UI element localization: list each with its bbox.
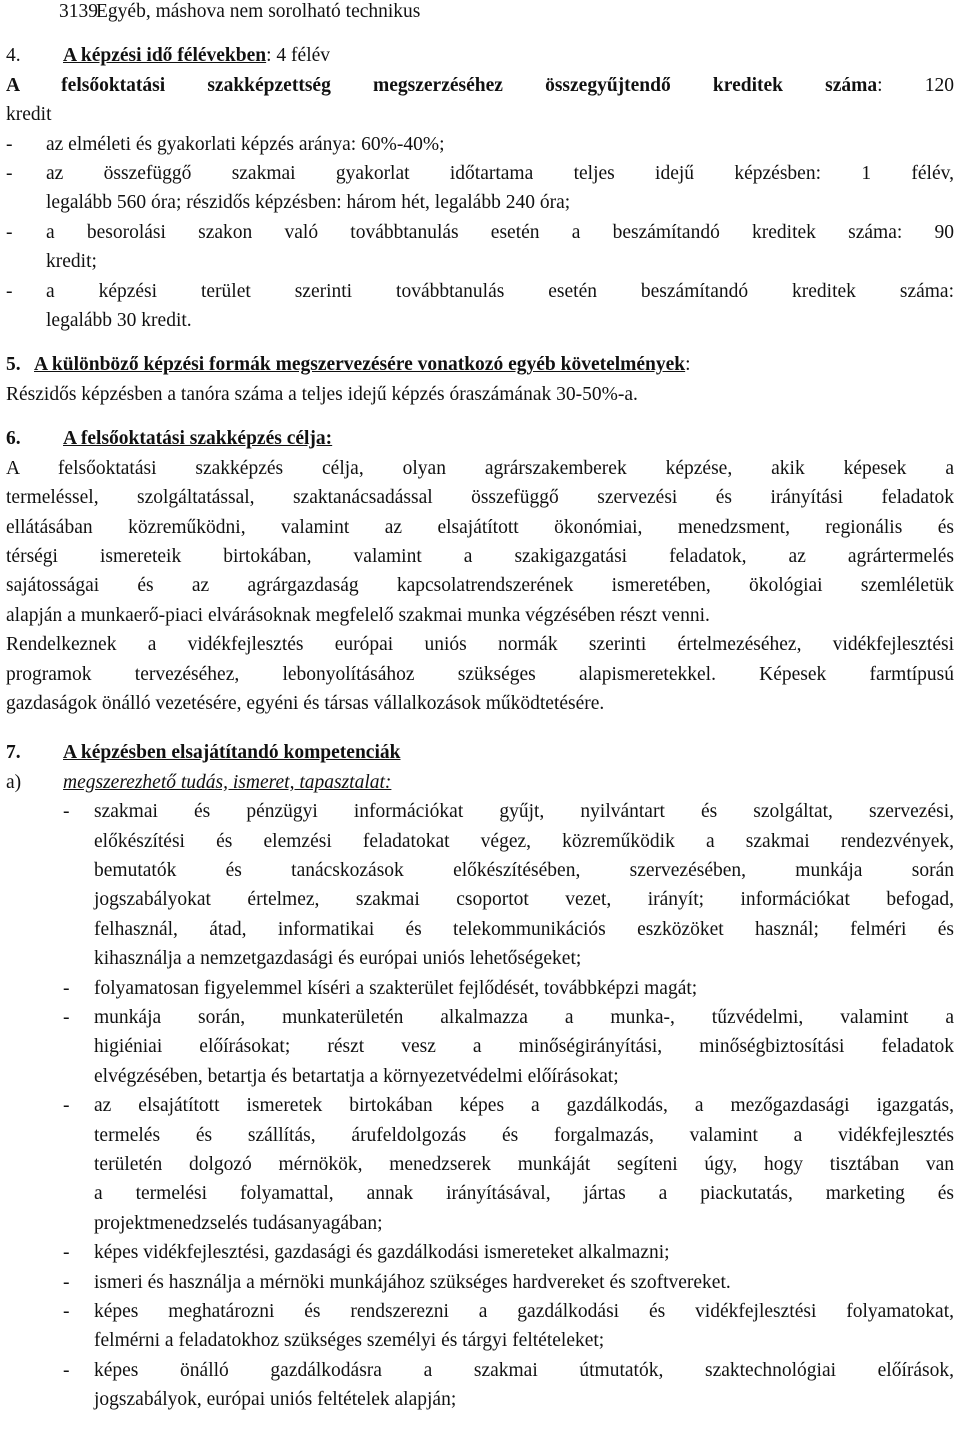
- section-7-heading: [6, 738, 954, 767]
- dash-marker: -: [63, 1301, 70, 1323]
- list-item: [6, 159, 954, 218]
- dash-marker: -: [63, 1359, 70, 1381]
- dash-marker: -: [6, 280, 13, 302]
- list-item-text: jogszabályok, európai uniós feltételek alapján;: [94, 1389, 457, 1411]
- section-title: A képzésben elsajátítandó kompetenciák: [63, 742, 401, 764]
- list-item-text: a képzési terület szerinti továbbtanulás esetén beszámítandó kreditek száma:: [46, 280, 954, 302]
- dash-marker: -: [63, 1007, 70, 1028]
- list-item-text: legalább 560 óra; részidős képzésben: három hét, legalább 240 óra;: [46, 192, 571, 214]
- list-item-text: a termelési folyamattal, annak irányításával, jártas a piackutatás, marketing és: [94, 1183, 954, 1205]
- paragraph-line: sajátosságai és az agrárgazdaság kapcsolatrendszerének ismeretében, ökológiai szemléletük: [6, 575, 954, 597]
- section-number: 4.: [6, 45, 21, 67]
- section-title: A felsőoktatási szakképzés célja:: [63, 428, 333, 450]
- list-item-text: képes meghatározni és rendszerezni a gazdálkodási és vidékfejlesztési folyamatokat,: [94, 1301, 954, 1323]
- list-item: [6, 1003, 954, 1091]
- dash-marker: -: [63, 1095, 70, 1117]
- paragraph-line: Rendelkeznek a vidékfejlesztés európai uniós normák szerinti értelmezéséhez, vidékfejlesztési: [6, 634, 954, 656]
- paragraph-line: gazdaságok önálló vezetésére, egyéni és társas vállalkozások működtetésére.: [6, 692, 605, 714]
- section-number: 7.: [6, 742, 21, 764]
- credits-line: [6, 71, 954, 100]
- list-item-text: képes önálló gazdálkodásra a szakmai útmutatók, szaktechnológiai előírások,: [94, 1359, 954, 1381]
- dash-marker: -: [6, 133, 13, 155]
- subsection-label: a): [6, 771, 22, 793]
- section-number: 6.: [6, 428, 21, 450]
- section-number: 5.: [6, 354, 21, 376]
- dash-marker: -: [63, 977, 70, 999]
- list-item-text: az elméleti és gyakorlati képzés aránya: 60%-40%;: [46, 133, 445, 155]
- list-item: [6, 218, 954, 277]
- document-page: [6, 0, 954, 1415]
- list-item-text: az elsajátított ismeretek birtokában képes a gazdálkodás, a mezőgazdasági igazgatás,: [94, 1095, 954, 1117]
- list-item: [6, 797, 954, 973]
- paragraph-line: alapján a munkaerő-piaci elvárásoknak megfelelő szakmai munka végzésében részt venni.: [6, 604, 710, 626]
- list-item: [6, 277, 954, 336]
- subsection-title: megszerezhető tudás, ismeret, tapasztalat:: [63, 771, 392, 793]
- section-4-heading: [6, 41, 954, 70]
- section-title-rest: :: [685, 354, 691, 376]
- list-item-text: felmérni a feladatokhoz szükséges személyi és tárgyi feltételeket;: [94, 1330, 605, 1352]
- list-item-text: folyamatosan figyelemmel kíséri a szakterület fejlődését, továbbképzi magát;: [94, 977, 698, 999]
- list-item-text: szakmai és pénzügyi információkat gyűjt, nyilvántart és szolgáltat, szervezési,: [94, 801, 954, 823]
- list-item-text: higiéniai előírásokat; részt vesz a minőségirányítási, minőségbiztosítási feladatok: [94, 1036, 954, 1058]
- list-item-text: kredit;: [46, 251, 97, 273]
- list-item: [6, 1238, 954, 1267]
- list-item: [6, 1268, 954, 1297]
- paragraph-line: A felsőoktatási szakképzés célja, olyan agrárszakemberek képzése, akik képesek a: [6, 457, 954, 479]
- paragraph-line: térségi ismereteik birtokában, valamint a szakigazgatási feladatok, az agrártermelés: [6, 545, 954, 567]
- dash-marker: -: [6, 221, 13, 243]
- dash-marker: -: [63, 1242, 70, 1264]
- list-item: [6, 1356, 954, 1415]
- credits-value: : 120: [877, 74, 954, 96]
- subsection-heading: [6, 768, 954, 797]
- list-item-text: felhasznál, átad, informatikai és telekommunikációs eszközöket használ; felméri és: [94, 918, 954, 940]
- list-item-text: termelés és szállítás, árufeldolgozás és forgalmazás, valamint a vidékfejlesztés: [94, 1124, 954, 1146]
- section-5-heading: [6, 350, 954, 379]
- spacer: [6, 26, 954, 41]
- occupation-line: [6, 0, 954, 26]
- section-5-text: Részidős képzésben a tanóra száma a teljes idejű képzés óraszámának 30-50%-a.: [6, 383, 638, 405]
- spacer: [6, 409, 954, 424]
- list-item: [6, 974, 954, 1003]
- list-item-text: kihasználja a nemzetgazdasági és európai uniós lehetőségeket;: [94, 948, 582, 970]
- spacer: [6, 335, 954, 350]
- dash-marker: -: [63, 1271, 70, 1293]
- section-title-rest: : 4 félév: [266, 45, 331, 67]
- paragraph-line: ellátásában közreműködni, valamint az elsajátított ökonómiai, menedzsment, regionális és: [6, 516, 954, 538]
- list-item-text: előkészítési és elemzési feladatokat végez, közreműködik a szakmai rendezvények,: [94, 830, 954, 852]
- list-item-text: bemutatók és tanácskozások előkészítésében, szervezésében, munkája során: [94, 859, 954, 881]
- section-title: A különböző képzési formák megszervezésére vonatkozó egyéb követelmények: [34, 354, 686, 376]
- dash-marker: -: [6, 163, 13, 185]
- list-item-text: az összefüggő szakmai gyakorlat időtartama teljes idejű képzésben: 1 félév,: [46, 163, 954, 185]
- list-item-text: képes vidékfejlesztési, gazdasági és gazdálkodási ismereteket alkalmazni;: [94, 1242, 670, 1264]
- spacer: [6, 718, 954, 738]
- occupation-name: Egyéb, máshova nem sorolható technikus: [96, 1, 421, 22]
- list-item: [6, 130, 954, 159]
- credits-title: A felsőoktatási szakképzettség megszerzéséhez összegyűjtendő kreditek száma: [6, 74, 878, 96]
- list-item: [6, 1297, 954, 1356]
- section-6-body: [6, 454, 954, 719]
- credits-unit: kredit: [6, 104, 52, 126]
- list-item-text: elvégzésében, betartja és betartatja a környezetvédelmi előírásokat;: [94, 1065, 619, 1087]
- paragraph-line: programok tervezéséhez, lebonyolításához szükséges alapismeretekkel. Képesek farmtípusú: [6, 663, 954, 685]
- section-6-heading: [6, 424, 954, 453]
- list-item-text: területén dolgozó mérnökök, menedzserek munkáját segíteni úgy, hogy tisztában van: [94, 1154, 954, 1176]
- list-item-text: a besorolási szakon való továbbtanulás esetén a beszámítandó kreditek száma: 90: [46, 221, 954, 243]
- dash-marker: -: [63, 801, 70, 823]
- list-item-text: ismeri és használja a mérnöki munkájához szükséges hardvereket és szoftvereket.: [94, 1271, 731, 1293]
- list-item-text: projektmenedzselés tudásanyagában;: [94, 1212, 383, 1234]
- list-item-text: jogszabályokat értelmez, szakmai csoportot vezet, irányít; információkat befogad,: [94, 889, 954, 911]
- list-item-text: munkája során, munkaterületén alkalmazza a munka-, tűzvédelmi, valamint a: [94, 1007, 954, 1028]
- occupation-code: 3139: [59, 1, 98, 22]
- section-title: A képzési idő félévekben: [63, 45, 267, 67]
- list-item: [6, 1091, 954, 1238]
- list-item-text: legalább 30 kredit.: [46, 310, 192, 332]
- paragraph-line: termeléssel, szolgáltatással, szaktanácsadással összefüggő szervezési és irányítási feladatok: [6, 487, 954, 509]
